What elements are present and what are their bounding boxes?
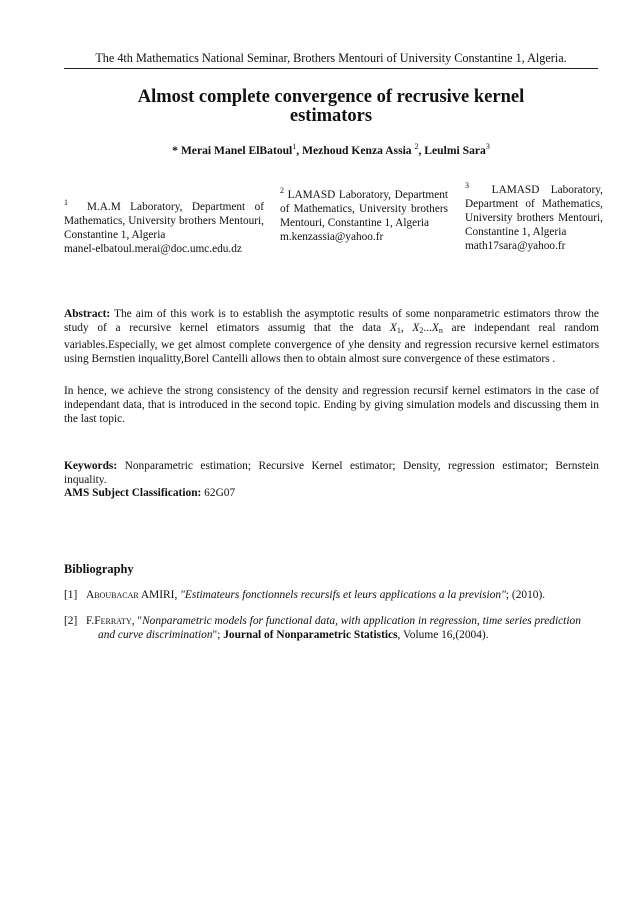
- author-1-marker: 1: [292, 142, 297, 151]
- affiliation-3: [465, 179, 603, 253]
- bibliography-item: [64, 614, 600, 642]
- ams-label: AMS Subject Classification:: [64, 487, 202, 499]
- running-header: The 4th Mathematics National Seminar, Brothers Mentouri of University Constantine 1, Algeria.: [95, 51, 567, 65]
- math-variable: X: [431, 322, 439, 334]
- affiliation-marker: 1: [64, 198, 68, 207]
- keywords-text: Nonparametric estimation; Recursive Kernel estimator; Density, regression estimator; Bernstein inquality.: [64, 460, 599, 486]
- keywords-label: Keywords:: [64, 460, 118, 472]
- abstract-paragraph: [64, 307, 599, 366]
- reference-author: F.Ferraty: [86, 615, 132, 627]
- math-subscript: n: [438, 326, 443, 335]
- math-subscript: 1: [396, 326, 401, 335]
- title-line-2: estimators: [289, 106, 373, 126]
- affiliation-email: m.kenzassia@yahoo.fr: [280, 231, 384, 243]
- reference-quote: ": [137, 615, 143, 627]
- affiliation-marker: 3: [465, 181, 469, 190]
- paper-title: [64, 88, 598, 126]
- reference-journal: Journal of Nonparametric Statistics: [223, 629, 398, 641]
- affiliation-text: LAMASD Laboratory, Department of Mathematics, University brothers Mentouri, Constantine 1, Algeria: [280, 189, 449, 229]
- reference-title: "Estimateurs fonctionnels recursifs et leurs applications a la prevision": [180, 589, 506, 601]
- reference-separator: ,: [131, 615, 138, 627]
- author-3-marker: 3: [485, 142, 490, 151]
- reference-rest: ; (2010).: [505, 589, 546, 601]
- author-separator: ,: [296, 144, 303, 157]
- affiliation-2: [280, 184, 448, 244]
- reference-separator: ,: [174, 589, 181, 601]
- ams-classification: [64, 487, 235, 499]
- affiliation-text: M.A.M Laboratory, Department of Mathematics, University brothers Mentouri, Constantine 1, Algeria: [64, 201, 264, 241]
- author-3-name: Leulmi Sara: [424, 144, 486, 157]
- math-separator: ...: [423, 322, 432, 334]
- reference-number: [1]: [64, 589, 78, 601]
- reference-rest: , Volume 16,(2004).: [397, 629, 489, 641]
- abstract-label: Abstract:: [64, 308, 111, 320]
- math-subscript: 2: [419, 326, 424, 335]
- affiliation-email: manel-elbatoul.merai@doc.umc.edu.dz: [64, 243, 242, 255]
- reference-body: [86, 588, 600, 602]
- affiliation-text: LAMASD Laboratory, Department of Mathematics, University brothers Mentouri, Constantine 1, Algeria: [465, 184, 603, 238]
- reference-author: Aboubacar AMIRI: [86, 589, 175, 601]
- reference-number: [2]: [64, 615, 78, 627]
- abstract-paragraph-2: In hence, we achieve the strong consistency of the density and regression recursif kernel estimators in the case of independant data, that is introduced in the second topic. Ending by giving simulation models and discussing them in the last topic.: [64, 385, 599, 425]
- reference-body: [86, 614, 600, 642]
- abstract-text: are independant real random variables.Especially, we get almost complete convergence of yhe density and regression recursive kernel estimators using Bernstien inqualitty,Borel Cantelli allows then to obtain almost sure convergence of these estimators .: [64, 322, 599, 365]
- author-2-name: Mezhoud Kenza Assia: [302, 144, 415, 157]
- bibliography-heading: Bibliography: [64, 562, 134, 576]
- author-list: [64, 142, 598, 157]
- author-1-name: * Merai Manel ElBatoul: [172, 144, 293, 157]
- math-separator: ,: [400, 322, 413, 334]
- header-rule: [64, 68, 598, 69]
- ams-value: 62G07: [201, 487, 236, 499]
- author-2-marker: 2: [414, 142, 419, 151]
- title-line-1: Almost complete convergence of recrusive kernel: [137, 87, 525, 107]
- reference-quote: ": [212, 629, 218, 641]
- reference-title: Nonparametric models for functional data, with application in regression, time series prediction and curve discrimination: [98, 615, 581, 641]
- affiliation-email: math17sara@yahoo.fr: [465, 240, 566, 252]
- reference-separator: ;: [217, 629, 224, 641]
- author-separator: ,: [418, 144, 425, 157]
- keywords: [64, 459, 599, 487]
- math-variable: X: [389, 322, 397, 334]
- bibliography-item: [64, 588, 600, 602]
- abstract-text: The aim of this work is to establish the asymptotic results of some nonparametric estimators throw the study of a recursive kernel etimators assumig that the data: [64, 308, 599, 334]
- math-variable: X: [412, 322, 420, 334]
- affiliation-marker: 2: [280, 186, 284, 195]
- affiliation-1: [64, 196, 264, 256]
